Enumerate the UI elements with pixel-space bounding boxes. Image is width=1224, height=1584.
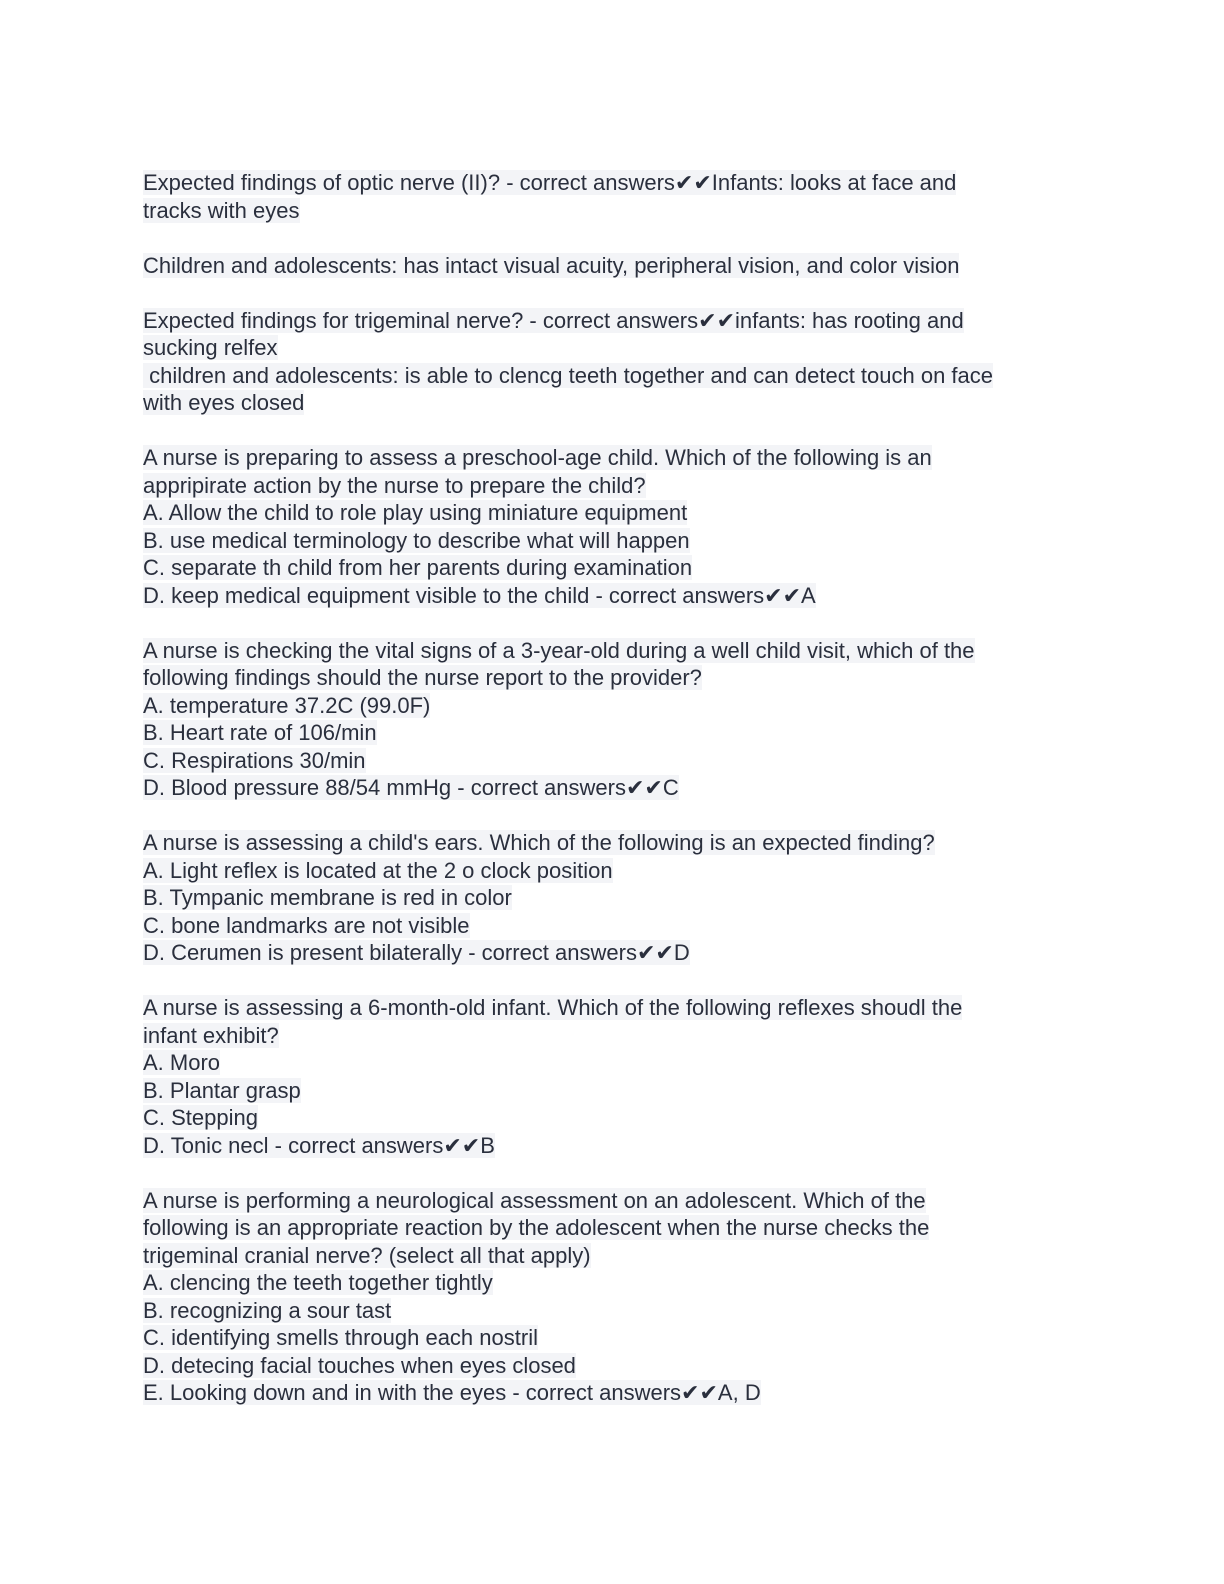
question-ears [143, 829, 1083, 967]
question-text: A nurse is assessing a 6-month-old infant. Which of the following reflexes shoudl the [143, 995, 963, 1020]
answer-option-d: D. detecing facial touches when eyes closed [143, 1352, 576, 1378]
answer-option-a: A. temperature 37.2C (99.0F) [143, 692, 431, 718]
answer-option-d: D. Cerumen is present bilaterally - correct answers✔✔D [143, 940, 690, 965]
question-text: trigeminal cranial nerve? (select all that apply) [143, 1242, 591, 1268]
question-text: A nurse is checking the vital signs of a 3-year-old during a well child visit, which of the [143, 637, 975, 663]
answer-option-a: A. Light reflex is located at the 2 o clock position [143, 857, 613, 883]
text-line: Expected findings for trigeminal nerve? - correct answers✔✔infants: has rooting and [143, 307, 964, 333]
text-line: sucking relfex [143, 335, 278, 360]
question-neuro-adolescent [143, 1187, 1083, 1407]
text-block-optic-nerve-children [143, 252, 1083, 280]
answer-option-d: D. Blood pressure 88/54 mmHg - correct answers✔✔C [143, 775, 679, 800]
answer-option-d: D. keep medical equipment visible to the child - correct answers✔✔A [143, 582, 816, 608]
text-line: children and adolescents: is able to clencg teeth together and can detect touch on face [143, 362, 994, 388]
text-block-optic-nerve [143, 169, 1083, 224]
answer-option-c: C. Respirations 30/min [143, 747, 366, 773]
answer-option-e: E. Looking down and in with the eyes - correct answers✔✔A, D [143, 1380, 761, 1405]
answer-option-b: B. Tympanic membrane is red in color [143, 885, 512, 910]
question-text: A nurse is assessing a child's ears. Which of the following is an expected finding? [143, 830, 935, 855]
question-text: A nurse is performing a neurological assessment on an adolescent. Which of the [143, 1187, 926, 1213]
question-text: infant exhibit? [143, 1022, 279, 1048]
answer-option-a: A. clencing the teeth together tightly [143, 1270, 493, 1295]
answer-option-c: C. separate th child from her parents during examination [143, 555, 693, 580]
question-preschool-child [143, 444, 1083, 609]
question-text: A nurse is preparing to assess a preschool-age child. Which of the following is an [143, 445, 932, 470]
question-text: appripirate action by the nurse to prepare the child? [143, 472, 646, 498]
answer-option-b: B. Plantar grasp [143, 1077, 301, 1103]
answer-option-c: C. bone landmarks are not visible [143, 912, 470, 938]
document-page [143, 169, 1083, 1434]
answer-option-b: B. use medical terminology to describe what will happen [143, 527, 690, 553]
question-text: following findings should the nurse report to the provider? [143, 665, 702, 690]
answer-option-a: A. Moro [143, 1050, 221, 1075]
answer-option-c: C. identifying smells through each nostril [143, 1325, 538, 1350]
answer-option-d: D. Tonic necl - correct answers✔✔B [143, 1132, 495, 1158]
text-line: tracks with eyes [143, 197, 300, 223]
question-text: following is an appropriate reaction by the adolescent when the nurse checks the [143, 1215, 930, 1240]
text-line: Children and adolescents: has intact visual acuity, peripheral vision, and color vision [143, 252, 960, 278]
answer-option-c: C. Stepping [143, 1105, 258, 1130]
answer-option-b: B. recognizing a sour tast [143, 1297, 392, 1323]
text-line: with eyes closed [143, 390, 305, 415]
answer-option-b: B. Heart rate of 106/min [143, 720, 377, 745]
question-infant-reflexes [143, 994, 1083, 1159]
text-block-trigeminal-nerve [143, 307, 1083, 417]
text-line: Expected findings of optic nerve (II)? - correct answers✔✔Infants: looks at face and [143, 170, 957, 195]
answer-option-a: A. Allow the child to role play using miniature equipment [143, 500, 688, 525]
question-vital-signs [143, 637, 1083, 802]
